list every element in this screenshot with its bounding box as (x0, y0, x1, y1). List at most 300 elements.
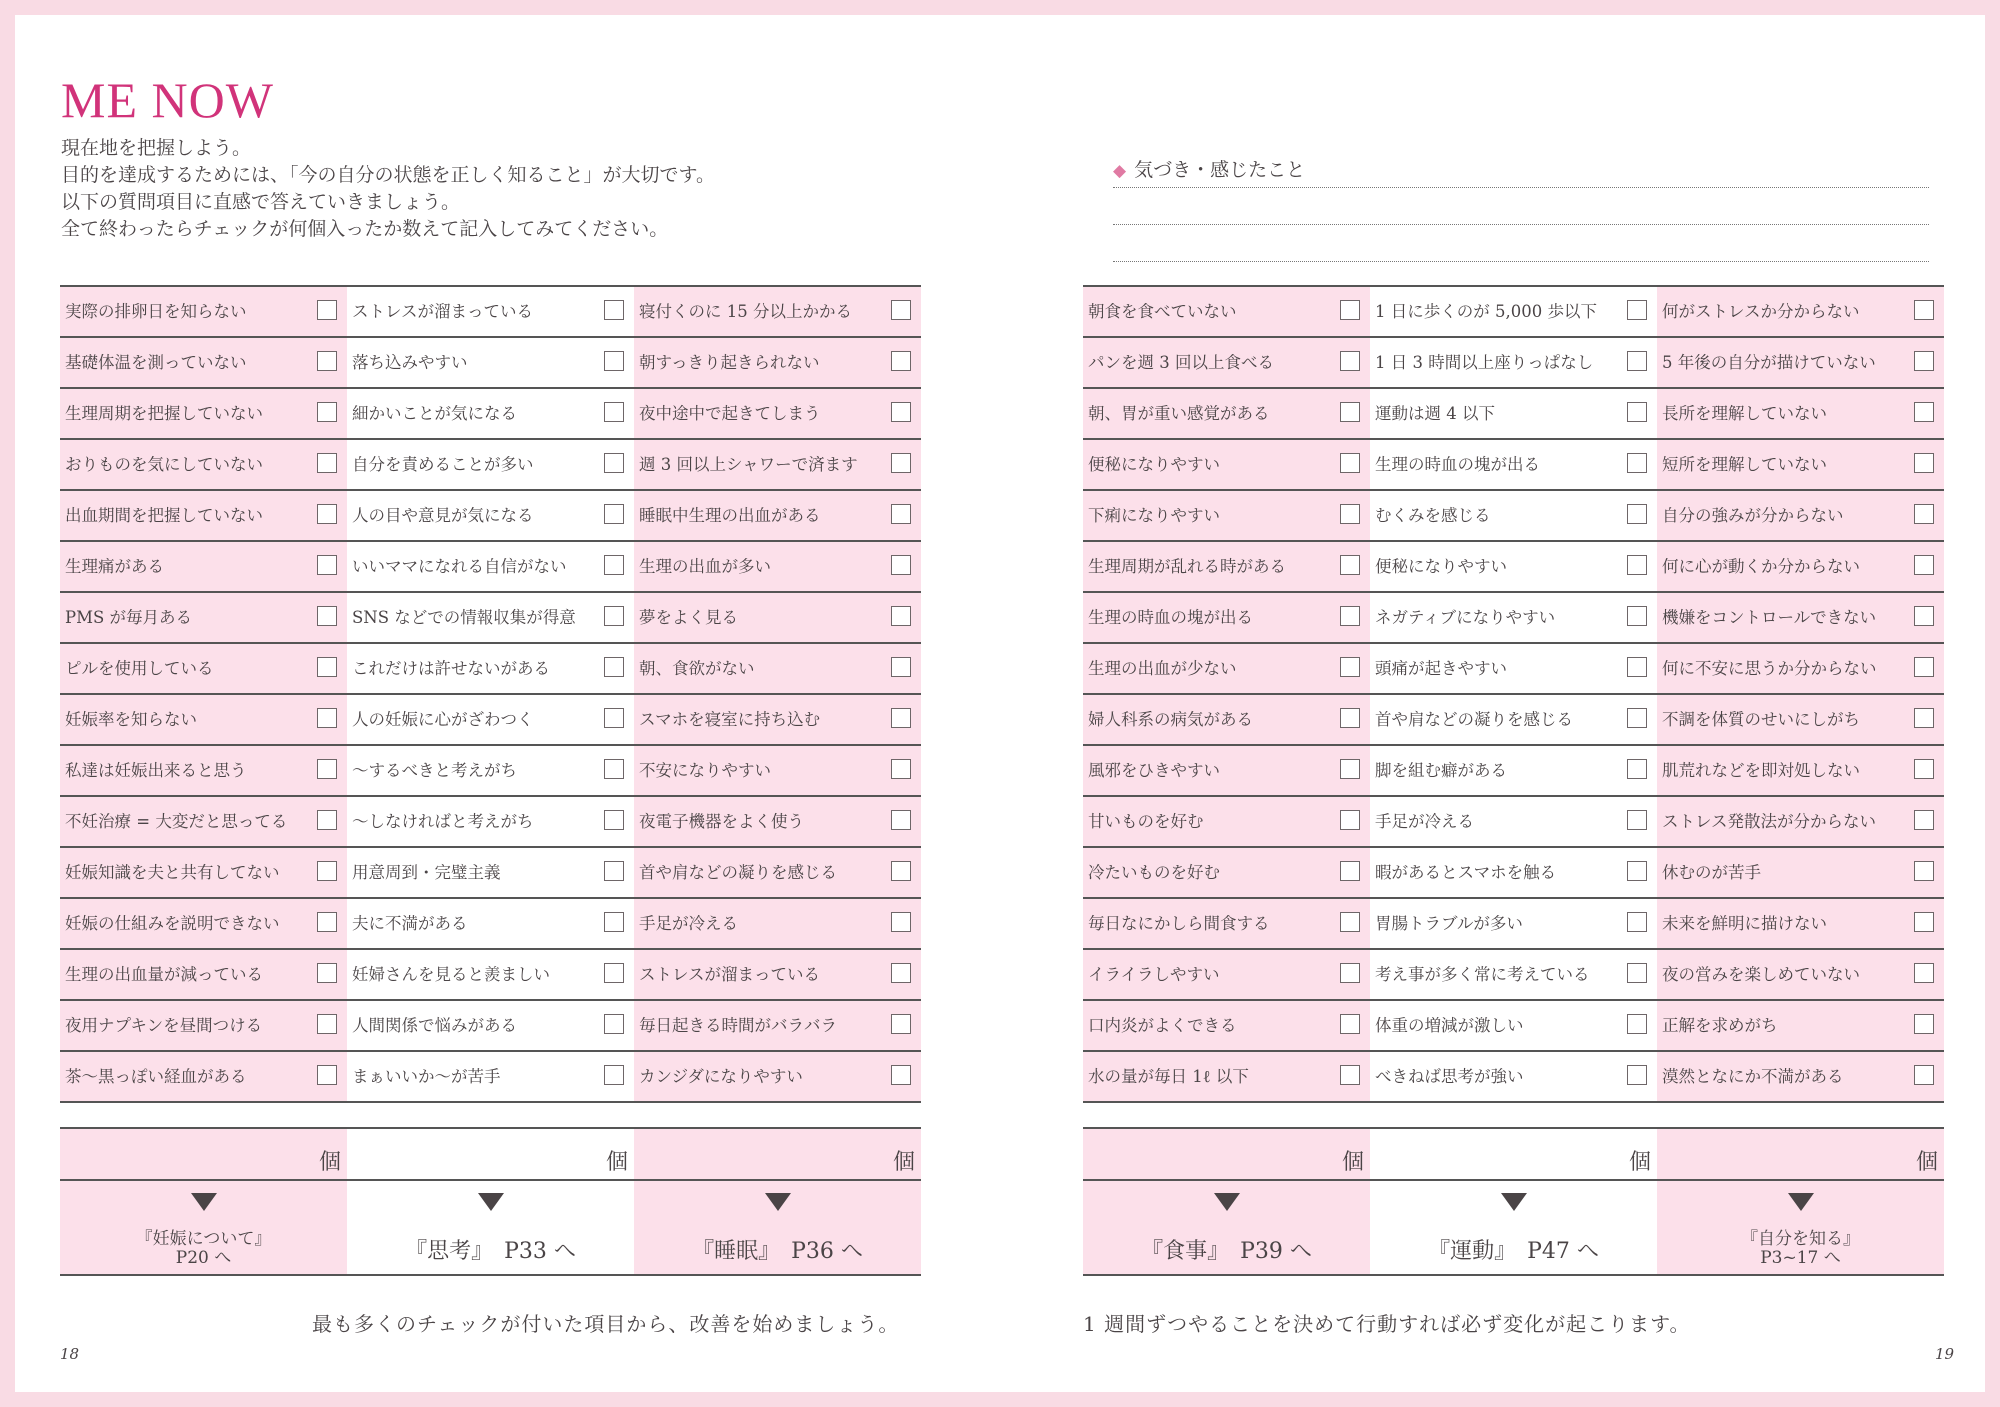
left-checklist-grid (60, 285, 921, 1103)
checklist-item (347, 797, 634, 846)
checkbox[interactable] (317, 351, 337, 371)
checkbox[interactable] (1627, 810, 1647, 830)
destination-label: 『思考』 P33 へ (405, 1239, 576, 1264)
checklist-item-label: 不妊治療 = 大変だと思ってる (65, 812, 288, 831)
checklist-item (634, 1052, 921, 1101)
checkbox[interactable] (1340, 504, 1360, 524)
checklist-item (1657, 542, 1944, 591)
checkbox[interactable] (1914, 1065, 1934, 1085)
checklist-item-label: ストレスが溜まっている (352, 302, 534, 321)
destination-cell (1083, 1181, 1370, 1274)
destination-cell (347, 1181, 634, 1274)
destination-page: P3~17 へ (1760, 1248, 1841, 1268)
checklist-item (1083, 644, 1370, 693)
checklist-item-label: 何に不安に思うか分からない (1662, 659, 1877, 678)
checklist-item (1370, 287, 1657, 336)
checklist-item (60, 797, 347, 846)
diamond-icon: ◆ (1113, 161, 1127, 181)
checklist-item (1083, 542, 1370, 591)
checklist-item-label: 夜中途中で起きてしまう (639, 404, 821, 423)
checkbox[interactable] (317, 1014, 337, 1034)
checkbox[interactable] (1914, 606, 1934, 626)
checkbox[interactable] (1340, 1065, 1360, 1085)
checklist-item (1083, 389, 1370, 438)
checkbox[interactable] (317, 555, 337, 575)
checkbox[interactable] (1627, 1065, 1647, 1085)
notes-heading-line[interactable] (1113, 153, 1929, 188)
checklist-item (1657, 695, 1944, 744)
checklist-item-label: 下痢になりやすい (1088, 506, 1220, 525)
checkbox[interactable] (1914, 810, 1934, 830)
count-cell[interactable] (634, 1129, 921, 1179)
checklist-item (347, 338, 634, 387)
checkbox[interactable] (891, 963, 911, 983)
checkbox[interactable] (317, 606, 337, 626)
checkbox[interactable] (891, 402, 911, 422)
checklist-row (60, 593, 921, 644)
checkbox[interactable] (1914, 1014, 1934, 1034)
checkbox[interactable] (891, 453, 911, 473)
checklist-item-label: 基礎体温を測っていない (65, 353, 247, 372)
checklist-item-label: 用意周到・完璧主義 (352, 863, 501, 882)
page-title: ME NOW (61, 72, 274, 128)
checklist-item (1657, 950, 1944, 999)
destination-label (1657, 1230, 1944, 1268)
checkbox[interactable] (1340, 810, 1360, 830)
checklist-item (60, 440, 347, 489)
checkbox[interactable] (317, 402, 337, 422)
left-footer-text: 最も多くのチェックが付いた項目から、改善を始めましょう。 (312, 1312, 900, 1336)
checkbox[interactable] (604, 1014, 624, 1034)
checklist-item-label: 首や肩などの凝りを感じる (639, 863, 837, 882)
checklist-row (1083, 440, 1944, 491)
checklist-item (1370, 440, 1657, 489)
checklist-item (347, 287, 634, 336)
checklist-item (1370, 797, 1657, 846)
checkbox[interactable] (1340, 606, 1360, 626)
checklist-item (634, 899, 921, 948)
checkbox[interactable] (1914, 504, 1934, 524)
count-cell[interactable] (1083, 1129, 1370, 1179)
count-row (1083, 1129, 1944, 1181)
checkbox[interactable] (1627, 453, 1647, 473)
checklist-item-label: 寝付くのに 15 分以上かかる (639, 302, 852, 321)
checklist-item-label: 不調を体質のせいにしがち (1662, 710, 1860, 729)
checklist-row (1083, 1001, 1944, 1052)
checkbox[interactable] (1340, 657, 1360, 677)
count-unit: 個 (318, 1150, 341, 1175)
checklist-row (60, 389, 921, 440)
checklist-item (634, 593, 921, 642)
checkbox[interactable] (604, 810, 624, 830)
checkbox[interactable] (891, 861, 911, 881)
checkbox[interactable] (891, 1065, 911, 1085)
checkbox[interactable] (1627, 912, 1647, 932)
checkbox[interactable] (1340, 759, 1360, 779)
count-cell[interactable] (60, 1129, 347, 1179)
right-checklist-grid (1083, 285, 1944, 1103)
checkbox[interactable] (604, 504, 624, 524)
checkbox[interactable] (604, 708, 624, 728)
checklist-row (1083, 746, 1944, 797)
checklist-item (60, 1001, 347, 1050)
checklist-item-label: ～するべきと考えがち (352, 761, 517, 780)
checklist-item (347, 695, 634, 744)
checklist-item-label: 未来を鮮明に描けない (1662, 914, 1827, 933)
checklist-item-label: 私達は妊娠出来ると思う (65, 761, 247, 780)
checklist-item (634, 644, 921, 693)
checkbox[interactable] (604, 963, 624, 983)
checklist-row (1083, 1052, 1944, 1103)
checklist-item-label: イライラしやすい (1088, 965, 1220, 984)
checkbox[interactable] (317, 504, 337, 524)
right-footer-text: 1 週間ずつやることを決めて行動すれば必ず変化が起こります。 (1083, 1312, 1691, 1336)
checklist-item (347, 950, 634, 999)
checklist-item (347, 848, 634, 897)
count-unit: 個 (605, 1150, 628, 1175)
checklist-item (1657, 1052, 1944, 1101)
checklist-item-label: 冷たいものを好む (1088, 863, 1220, 882)
destination-line: 『妊娠について』 (135, 1229, 272, 1249)
checklist-row (1083, 491, 1944, 542)
checklist-item (60, 593, 347, 642)
checkbox[interactable] (1914, 402, 1934, 422)
checklist-item-label: 便秘になりやすい (1375, 557, 1507, 576)
checklist-item (1657, 797, 1944, 846)
arrow-down-icon (478, 1193, 504, 1211)
checkbox[interactable] (891, 810, 911, 830)
checkbox[interactable] (1340, 555, 1360, 575)
checkbox[interactable] (604, 351, 624, 371)
checklist-item-label: 人の目や意見が気になる (352, 506, 534, 525)
checklist-row (1083, 287, 1944, 338)
count-row (60, 1129, 921, 1181)
checklist-item-label: 考え事が多く常に考えている (1375, 965, 1590, 984)
checkbox[interactable] (1627, 1014, 1647, 1034)
checkbox[interactable] (1340, 1014, 1360, 1034)
checklist-item (1657, 644, 1944, 693)
checklist-item (1370, 542, 1657, 591)
checkbox[interactable] (317, 657, 337, 677)
intro-line: 目的を達成するためには、「今の自分の状態を正しく知ること」が大切です。 (61, 164, 715, 186)
count-unit: 個 (1628, 1150, 1651, 1175)
checklist-row (60, 440, 921, 491)
checklist-row (1083, 338, 1944, 389)
checklist-item-label: ピルを使用している (65, 659, 214, 678)
checklist-row (60, 287, 921, 338)
checklist-item-label: ストレス発散法が分からない (1662, 812, 1877, 831)
count-cell[interactable] (347, 1129, 634, 1179)
checklist-item-label: 生理周期を把握していない (65, 404, 263, 423)
count-cell[interactable] (1657, 1129, 1944, 1179)
checkbox[interactable] (604, 759, 624, 779)
checklist-item (634, 491, 921, 540)
checkbox[interactable] (1914, 453, 1934, 473)
checkbox[interactable] (317, 708, 337, 728)
checkbox[interactable] (1340, 912, 1360, 932)
destination-cell (60, 1181, 347, 1274)
checkbox[interactable] (1627, 963, 1647, 983)
checkbox[interactable] (1627, 708, 1647, 728)
checklist-item (634, 848, 921, 897)
checklist-item-label: 機嫌をコントロールできない (1662, 608, 1877, 627)
checklist-item (347, 746, 634, 795)
checkbox[interactable] (891, 759, 911, 779)
arrow-down-icon (1214, 1193, 1240, 1211)
checklist-item (634, 950, 921, 999)
checklist-row (60, 746, 921, 797)
checklist-item (634, 1001, 921, 1050)
checkbox[interactable] (604, 861, 624, 881)
checklist-item (60, 287, 347, 336)
checklist-item (347, 440, 634, 489)
page-number-right: 19 (1935, 1345, 1955, 1363)
checklist-item-label: 水の量が毎日 1ℓ 以下 (1088, 1067, 1249, 1086)
checklist-item (634, 746, 921, 795)
checkbox[interactable] (317, 810, 337, 830)
intro-line: 以下の質問項目に直感で答えていきましょう。 (61, 191, 461, 213)
checklist-row (60, 950, 921, 1001)
checkbox[interactable] (604, 555, 624, 575)
checklist-item (1083, 440, 1370, 489)
destination-cell (634, 1181, 921, 1274)
checklist-item-label: 妊婦さんを見ると羨ましい (352, 965, 550, 984)
checklist-item (1370, 695, 1657, 744)
checkbox[interactable] (1627, 351, 1647, 371)
checklist-item-label: ～しなければと考えがち (352, 812, 534, 831)
destination-label: 『睡眠』 P36 へ (692, 1239, 863, 1264)
checklist-item (634, 695, 921, 744)
checklist-row (60, 797, 921, 848)
checkbox[interactable] (604, 606, 624, 626)
count-cell[interactable] (1370, 1129, 1657, 1179)
checkbox[interactable] (1914, 300, 1934, 320)
checkbox[interactable] (604, 453, 624, 473)
checklist-item-label: 口内炎がよくできる (1088, 1016, 1237, 1035)
checklist-item (60, 950, 347, 999)
checklist-item-label: 自分の強みが分からない (1662, 506, 1844, 525)
checkbox[interactable] (1914, 351, 1934, 371)
checklist-item-label: 落ち込みやすい (352, 353, 468, 372)
destination-label: 『運動』 P47 へ (1428, 1239, 1599, 1264)
checklist-item-label: 茶～黒っぽい経血がある (65, 1067, 247, 1086)
checklist-item-label: 週 3 回以上シャワーで済ます (639, 455, 858, 474)
left-checklist-block (60, 285, 921, 1276)
count-unit: 個 (1341, 1150, 1364, 1175)
destination-cell (1370, 1181, 1657, 1274)
checklist-item (1083, 338, 1370, 387)
checklist-row (1083, 542, 1944, 593)
checklist-item (1370, 899, 1657, 948)
checklist-item-label: 人間関係で悩みがある (352, 1016, 517, 1035)
checkbox[interactable] (1340, 861, 1360, 881)
checkbox[interactable] (604, 1065, 624, 1085)
intro-line: 現在地を把握しよう。 (61, 137, 252, 159)
checklist-item-label: 5 年後の自分が描けていない (1662, 353, 1876, 372)
checklist-item-label: 長所を理解していない (1662, 404, 1827, 423)
checklist-item (347, 389, 634, 438)
checklist-item-label: 短所を理解していない (1662, 455, 1827, 474)
checkbox[interactable] (891, 555, 911, 575)
checklist-item-label: 手足が冷える (639, 914, 738, 933)
checklist-item (1370, 389, 1657, 438)
checklist-item-label: ストレスが溜まっている (639, 965, 821, 984)
checkbox[interactable] (1340, 402, 1360, 422)
checklist-item (1370, 848, 1657, 897)
checkbox[interactable] (317, 453, 337, 473)
checklist-row (1083, 389, 1944, 440)
checkbox[interactable] (604, 912, 624, 932)
checklist-item-label: 脚を組む癖がある (1375, 761, 1507, 780)
checklist-item (634, 542, 921, 591)
checklist-item-label: 何がストレスか分からない (1662, 302, 1860, 321)
checkbox[interactable] (1340, 351, 1360, 371)
checkbox[interactable] (891, 606, 911, 626)
checklist-row (60, 542, 921, 593)
checkbox[interactable] (1914, 759, 1934, 779)
checkbox[interactable] (317, 759, 337, 779)
checklist-row (1083, 644, 1944, 695)
page-number-left: 18 (60, 1345, 80, 1363)
checkbox[interactable] (1627, 861, 1647, 881)
checklist-item (60, 695, 347, 744)
checklist-item-label: 朝、胃が重い感覚がある (1088, 404, 1270, 423)
checklist-item (1083, 593, 1370, 642)
notes-writing-line[interactable] (1113, 225, 1929, 262)
checkbox[interactable] (1340, 708, 1360, 728)
checkbox[interactable] (1914, 708, 1934, 728)
checklist-item (60, 644, 347, 693)
checkbox[interactable] (1627, 402, 1647, 422)
checklist-item-label: パンを週 3 回以上食べる (1088, 353, 1274, 372)
arrow-down-icon (1788, 1193, 1814, 1211)
checklist-item (60, 389, 347, 438)
checklist-row (60, 491, 921, 542)
checkbox[interactable] (604, 657, 624, 677)
checklist-item-label: 肌荒れなどを即対処しない (1662, 761, 1860, 780)
checklist-item (60, 542, 347, 591)
checkbox[interactable] (891, 708, 911, 728)
checklist-item (1657, 593, 1944, 642)
checklist-item (347, 644, 634, 693)
checkbox[interactable] (317, 861, 337, 881)
checkbox[interactable] (1340, 453, 1360, 473)
checkbox[interactable] (604, 402, 624, 422)
checkbox[interactable] (1340, 300, 1360, 320)
checkbox[interactable] (604, 300, 624, 320)
checklist-item-label: 睡眠中生理の出血がある (639, 506, 821, 525)
checklist-item (60, 1052, 347, 1101)
checklist-item-label: 体重の増減が激しい (1375, 1016, 1524, 1035)
checklist-item-label: 妊娠率を知らない (65, 710, 197, 729)
checklist-item-label: 1 日 3 時間以上座りっぱなし (1375, 353, 1594, 372)
checklist-item-label: 運動は週 4 以下 (1375, 404, 1495, 423)
checkbox[interactable] (317, 963, 337, 983)
checkbox[interactable] (891, 657, 911, 677)
checklist-item (347, 1001, 634, 1050)
intro-line: 全て終わったらチェックが何個入ったか数えて記入してみてください。 (61, 218, 669, 240)
checklist-item-label: 朝すっきり起きられない (639, 353, 820, 372)
checklist-item (1370, 1001, 1657, 1050)
checkbox[interactable] (1914, 657, 1934, 677)
checklist-item-label: おりものを気にしていない (65, 455, 263, 474)
checklist-item-label: SNS などでの情報収集が得意 (352, 608, 576, 627)
checkbox[interactable] (317, 300, 337, 320)
checklist-item (634, 287, 921, 336)
checklist-item (1083, 797, 1370, 846)
checklist-item (634, 440, 921, 489)
destination-label: 『食事』 P39 へ (1141, 1239, 1312, 1264)
checklist-item-label: カンジダになりやすい (639, 1067, 803, 1086)
checkbox[interactable] (1627, 759, 1647, 779)
checkbox[interactable] (891, 1014, 911, 1034)
checklist-item (1657, 389, 1944, 438)
checklist-row (60, 644, 921, 695)
checklist-item (634, 338, 921, 387)
checkbox[interactable] (1627, 555, 1647, 575)
checkbox[interactable] (891, 912, 911, 932)
checklist-item-label: 朝、食欲がない (639, 659, 755, 678)
checklist-item (60, 848, 347, 897)
right-checklist-block (1083, 285, 1944, 1276)
checklist-item (1657, 491, 1944, 540)
checklist-item-label: 細かいことが気になる (352, 404, 517, 423)
checkbox[interactable] (1627, 606, 1647, 626)
checkbox[interactable] (891, 300, 911, 320)
checkbox[interactable] (1914, 963, 1934, 983)
checkbox[interactable] (1914, 555, 1934, 575)
checklist-item (1370, 1052, 1657, 1101)
checklist-item-label: 夫に不満がある (352, 914, 468, 933)
checklist-item-label: 正解を求めがち (1662, 1016, 1778, 1035)
checkbox[interactable] (1627, 300, 1647, 320)
checklist-item-label: 何に心が動くか分からない (1662, 557, 1860, 576)
checklist-item (1657, 899, 1944, 948)
checkbox[interactable] (891, 504, 911, 524)
checkbox[interactable] (1914, 861, 1934, 881)
checklist-item (1370, 593, 1657, 642)
checklist-item (1083, 1001, 1370, 1050)
right-tally (1083, 1127, 1944, 1276)
checkbox[interactable] (1914, 912, 1934, 932)
checklist-item (1657, 287, 1944, 336)
checklist-item (60, 746, 347, 795)
checklist-item-label: 休むのが苦手 (1662, 863, 1761, 882)
checkbox[interactable] (1627, 657, 1647, 677)
checkbox[interactable] (1340, 963, 1360, 983)
destination-page: P20 へ (175, 1248, 232, 1268)
checklist-item-label: むくみを感じる (1375, 506, 1491, 525)
checkbox[interactable] (1627, 504, 1647, 524)
checkbox[interactable] (891, 351, 911, 371)
notes-heading: 気づき・感じたこと (1134, 159, 1306, 181)
checklist-item-label: 朝食を食べていない (1088, 302, 1237, 321)
checklist-item-label: 婦人科系の病気がある (1088, 710, 1253, 729)
checklist-item (1083, 695, 1370, 744)
checklist-item-label: 妊娠の仕組みを説明できない (65, 914, 280, 933)
page-spread (15, 15, 1985, 1392)
arrow-down-icon (191, 1193, 217, 1211)
checklist-item-label: 出血期間を把握していない (65, 506, 263, 525)
checklist-item-label: 便秘になりやすい (1088, 455, 1220, 474)
checklist-item-label: まぁいいか～が苦手 (352, 1067, 501, 1086)
left-tally (60, 1127, 921, 1276)
notes-writing-line[interactable] (1113, 188, 1929, 225)
checklist-item (1370, 746, 1657, 795)
checkbox[interactable] (317, 912, 337, 932)
checkbox[interactable] (317, 1065, 337, 1085)
destination-label (60, 1230, 347, 1268)
